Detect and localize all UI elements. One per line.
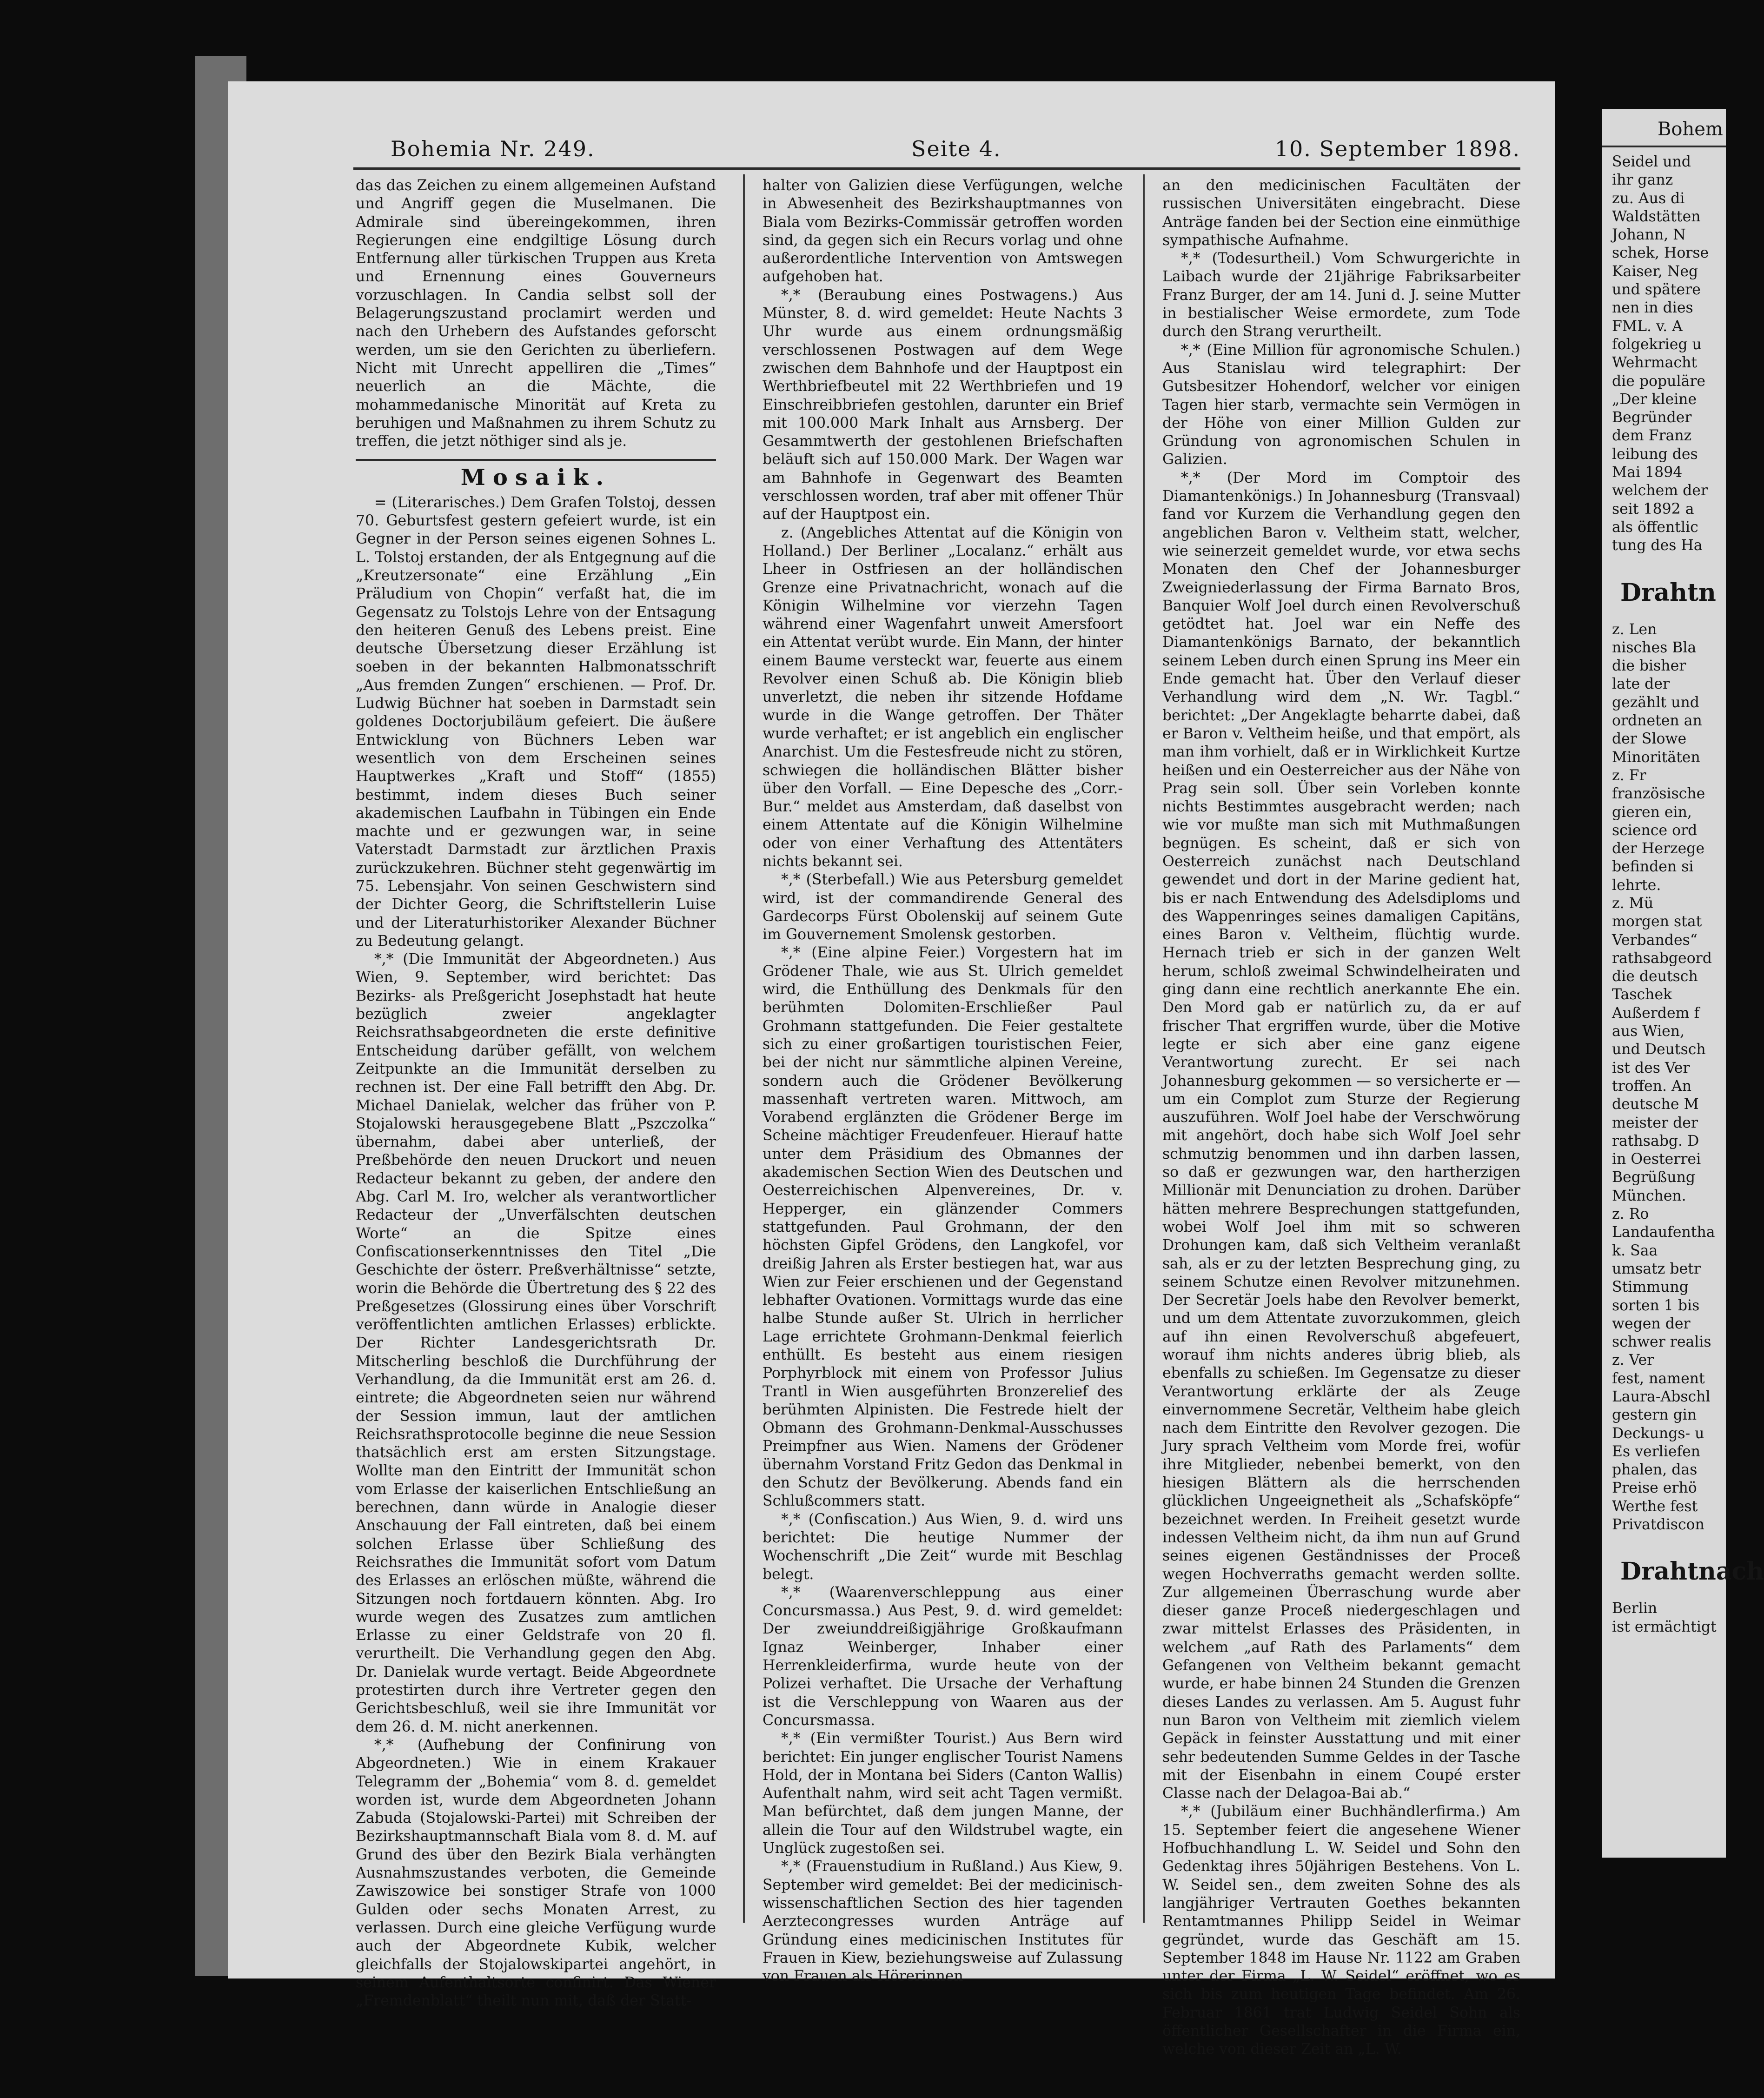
adjacent-text-line: die bisher <box>1612 657 1686 675</box>
adjacent-text-line: die populäre <box>1612 372 1706 390</box>
article-paragraph: *,* (Sterbefall.) Wie aus Petersburg gemeldet wird, ist der commandirende General des Gardecorps Fürst Obolenskij auf seinem Gute im Gouvernement Smolensk gestorben. <box>763 871 1123 943</box>
article-paragraph: *,* (Ein vermißter Tourist.) Aus Bern wird berichtet: Ein junger englischer Tourist Namens Hold, der in Montana bei Siders (Canton Wallis) Aufenthalt nahm, wird seit acht Tagen vermißt. Man befürchtet, daß dem jungen Manne, der allein die Tour auf den Wildstrubel wagte, ein Unglück zugestoßen sei. <box>763 1730 1123 1857</box>
adjacent-text-line: late der <box>1612 676 1670 693</box>
adjacent-text-line: Privatdiscon <box>1612 1516 1704 1534</box>
column-3 <box>1162 177 1520 2058</box>
adjacent-text-line: Kaiser, Neg <box>1612 263 1698 280</box>
adjacent-text-line: die deutsch <box>1612 968 1698 985</box>
adjacent-text-line: Werthe fest <box>1612 1498 1698 1515</box>
column-2 <box>763 177 1123 1985</box>
adjacent-text-line: ihr ganz <box>1612 172 1673 189</box>
adjacent-text-line: Preise erhö <box>1612 1480 1697 1497</box>
adjacent-text-line: schek, Horse <box>1612 245 1709 262</box>
adjacent-text-line: der Herzege <box>1612 840 1705 857</box>
article-paragraph: *,* (Beraubung eines Postwagens.) Aus Münster, 8. d. wird gemeldet: Heute Nachts 3 Uhr wurde aus einem ordnungsmäßig verschlossenen Postwagen auf dem Wege zwischen dem Bahnhofe und der Hauptpost ein Werthbriefbeutel mit 22 Werthbriefen und 19 Einschreibbriefen gestohlen, darunter ein Brief mit 100.000 Mark Inhalt aus Arnsberg. Der Gesammtwerth der gestohlenen Briefschaften beläuft sich auf 150.000 Mark. Der Wagen war am Bahnhofe in Gegenwart des Beamten verschlossen worden, traf aber mit offener Thür auf der Hauptpost ein. <box>763 286 1123 523</box>
adjacent-text-line: Wehrmacht <box>1612 354 1698 372</box>
adjacent-text-line: gezählt und <box>1612 694 1699 711</box>
adjacent-text-line: leibung des <box>1612 445 1698 463</box>
adjacent-text-line: Außerdem f <box>1612 1004 1700 1022</box>
adjacent-text-line: Mai 1894 <box>1612 464 1683 481</box>
adjacent-text-line: dem Franz <box>1612 427 1692 445</box>
adjacent-text-line: Johann, N <box>1612 226 1686 244</box>
adjacent-text-line: troffen. An <box>1612 1077 1692 1095</box>
page-header <box>391 133 1520 165</box>
adjacent-text-block <box>1602 621 1726 1534</box>
adjacent-text-line: Begrüßung <box>1612 1169 1696 1186</box>
adjacent-text-line: morgen stat <box>1612 913 1702 930</box>
adjacent-text-line: umsatz betr <box>1612 1260 1701 1277</box>
adjacent-section-title: Drahtn <box>1620 578 1716 607</box>
adjacent-text-block <box>1602 1600 1726 1636</box>
header-page-number: Seite 4. <box>911 136 1001 161</box>
adjacent-text-line: welchem der <box>1612 482 1708 499</box>
adjacent-text-line: „Der kleine <box>1612 391 1697 408</box>
article-paragraph: *,* (Frauenstudium in Rußland.) Aus Kiew, 9. September wird gemeldet: Bei der medicinisch-wissenschaftlichen Section des hier tagenden Aerztecongresses wurden Anträge auf Gründung eines medicinischen Institutes für Frauen in Kiew, beziehungsweise auf Zulassung von Frauen als Hörerinnen <box>763 1858 1123 1985</box>
adjacent-text-line: FML. v. A <box>1612 318 1683 335</box>
header-masthead: Bohemia Nr. 249. <box>391 136 595 161</box>
adjacent-text-line: z. Len <box>1612 621 1657 638</box>
adjacent-text-line: z. Ver <box>1612 1352 1654 1369</box>
adjacent-text-line: schwer realis <box>1612 1334 1711 1351</box>
adjacent-text-line: französische <box>1612 785 1705 803</box>
article-paragraph: *,* (Jubiläum einer Buchhändlerfirma.) Am 15. September feiert die angesehene Wiener Hofbuchhandlung L. W. Seidel und Sohn den Gedenktag ihres 50jährigen Bestehens. Von L. W. Seidel sen., dem zweiten Sohne des als langjähriger Vertrauten Goethes bekannten Rentamtmannes Philipp Seidel in Weimar gegründet, wurde das Geschäft am 15. September 1848 im Hause Nr. 1122 am Graben unter der Firma „L. W. Seidel“ eröffnet, wo es sich bis zum heutigen Tage befindet. Am 26. Februar 1861 trat Ludwig Seidel Sohn als öffentlicher Gesellschafter in die Firma ein, welche von dieser Zeit an „L. W. <box>1162 1803 1520 2058</box>
section-rule <box>356 459 716 461</box>
adjacent-text-line: meister der <box>1612 1114 1698 1131</box>
adjacent-text-line: aus Wien, <box>1612 1023 1685 1040</box>
adjacent-text-line: gieren ein, <box>1612 803 1692 821</box>
adjacent-text-line: folgekrieg u <box>1612 336 1702 353</box>
adjacent-text-line: Taschek <box>1612 986 1672 1003</box>
adjacent-text-line: in Oesterrei <box>1612 1151 1701 1168</box>
article-paragraph: *,* (Todesurtheil.) Vom Schwurgerichte in Laibach wurde der 21jährige Fabriksarbeiter Franz Burger, der am 14. Juni d. J. seine Mutter in bestialischer Weise ermordete, zum Tode durch den Strang verurtheilt. <box>1162 250 1520 340</box>
adjacent-text-line: lehrte. <box>1612 876 1661 894</box>
adjacent-text-line: befinden si <box>1612 858 1694 876</box>
article-continuation: das das Zeichen zu einem allgemeinen Aufstand und Angriff gegen die Muselmanen. Die Admirale sind übereingekommen, ihren Regierungen eine endgiltige Lösung durch Entfernung aller türkischen Truppen aus Kreta und Ernennung eines Gouverneurs vorzuschlagen. In Candia selbst soll der Belagerungszustand proclamirt werden und nach den Urhebern des Aufstandes geforscht werden, um sie den Gerichten zu überliefern. Nicht mit Unrecht appelliren die „Times“ neuerlich an die Mächte, die mohammedanische Minorität auf Kreta zu beruhigen und Maßnahmen zu ihrem Schutz zu treffen, die jetzt nöthiger sind als je. <box>356 177 716 450</box>
adjacent-text-line: Stimmung <box>1612 1279 1689 1296</box>
adjacent-text-line: rathsabgeord <box>1612 949 1712 967</box>
article-paragraph: *,* (Confiscation.) Aus Wien, 9. d. wird uns berichtet: Die heutige Nummer der Wochenschrift „Die Zeit“ wurde mit Beschlag belegt. <box>763 1511 1123 1583</box>
adjacent-text-block <box>1602 153 1726 555</box>
adjacent-text-line: wegen der <box>1612 1315 1691 1332</box>
article-paragraph: halter von Galizien diese Verfügungen, welche in Abwesenheit des Bezirkshauptmannes von Biala vom Bezirks-Commissär getroffen worden sind, da gegen sich ein Recurs vorlag und ohne außerordentliche Intervention von Amtswegen aufgehoben hat. <box>763 177 1123 285</box>
article-paragraph: an den medicinischen Facultäten der russischen Universitäten eingebracht. Diese Anträge fanden bei der Section eine einmüthige sympathische Aufnahme. <box>1162 177 1520 249</box>
adjacent-text-line: der Slowe <box>1612 730 1687 748</box>
column-1 <box>356 177 716 2010</box>
adjacent-text-line: und Deutsch <box>1612 1041 1706 1058</box>
adjacent-text-line: tung des Ha <box>1612 537 1703 554</box>
adjacent-text-line: Es verliefen <box>1612 1443 1701 1460</box>
adjacent-text-line: z. Ro <box>1612 1206 1649 1223</box>
section-title: Mosaik. <box>460 465 611 491</box>
adjacent-text-line: Landaufentha <box>1612 1224 1715 1241</box>
adjacent-text-line: Minoritäten <box>1612 749 1700 766</box>
adjacent-text-line: z. Fr <box>1612 767 1646 784</box>
article-paragraph: *,* (Aufhebung der Confinirung von Abgeordneten.) Wie in einem Krakauer Telegramm der „Bohemia“ vom 8. d. gemeldet worden ist, wurde dem Abgeordneten Johann Zabuda (Stojalowski-Partei) mit Schreiben der Bezirkshauptmannschaft Biala vom 8. d. M. auf Grund des über den Bezirk Biala verhängten Ausnahmszustandes verboten, die Gemeinde Zawiszowice bei sonstiger Strafe von 1000 Gulden oder sechs Monaten Arrest, zu verlassen. Durch eine gleiche Verfügung wurde auch der Abgeordnete Kubik, welcher gleichfalls der Stojalowskipartei angehört, in seinem Aufenthaltsorte confinirt. Das Wiener „Fremdenblatt“ theilt nun mit, daß der Statt- <box>356 1736 716 2010</box>
adjacent-text-line: nen in dies <box>1612 299 1693 317</box>
article-paragraph: *,* (Die Immunität der Abgeordneten.) Aus Wien, 9. September, wird berichtet: Das Bezirks- als Preßgericht Josephstadt hat heute bezüglich zweier angeklagter Reichsrathsabgeordneten die erste definitive Entscheidung darüber gefällt, von welchem Zeitpunkte an die Immunität derselben zu rechnen ist. Der eine Fall betrifft den Abg. Dr. Michael Danielak, welcher das früher von P. Stojalowski herausgegebene Blatt „Pszczolka“ übernahm, dabei aber unterließ, der Preßbehörde den neuen Druckort und neuen Redacteur bekannt zu geben, der andere den Abg. Carl M. Iro, welcher als verantwortlicher Redacteur der „Unverfälschten deutschen Worte“ an die Spitze eines Confiscationserkenntnisses den Titel „Die Geschichte der österr. Preßverhältnisse“ setzte, worin die Behörde die Übertretung des § 22 des Preßgesetzes (Glossirung eines über Vorschrift veröffentlichten amtlichen Erlasses) erblickte. Der Richter Landesgerichtsrath Dr. Mitscherling beschloß die Durchführung der Verhandlung, da die Immunität erst am 26. d. eintrete; die Abgeordneten seien nur während der Session immun, laut der amtlichen Reichsrathsprotocolle beginne die neue Session thatsächlich erst am ersten Sitzungstage. Wollte man den Eintritt der Immunität schon vom Erlasse der kaiserlichen Entschließung an berechnen, dann würde in Analogie dieser Anschauung der Fall eintreten, daß bei einem solchen Erlasse über Schließung des Reichsrathes die Immunität sofort vom Datum des Erlasses an erlöschen müßte, während die Sitzungen noch fortdauern könnten. Abg. Iro wurde wegen des Zusatzes zum amtlichen Erlasse zu einer Geldstrafe von 20 fl. verurtheilt. Die Verhandlung gegen den Abg. Dr. Danielak wurde vertagt. Beide Abgeordnete protestirten durch ihre Vertreter gegen den Gerichtsbeschluß, weil sie ihre Immunität vor dem 26. d. M. nicht anerkennen. <box>356 951 716 1735</box>
article-paragraph: z. (Angebliches Attentat auf die Königin von Holland.) Der Berliner „Localanz.“ erhält aus Lheer in Ostfriesen an der holländischen Grenze eine Privatnachricht, wonach auf die Königin Wilhelmine vor vierzehn Tagen während einer Wagenfahrt unweit Amersfoort ein Attentat verübt wurde. Ein Mann, der hinter einem Baume versteckt war, feuerte aus einem Revolver einen Schuß ab. Die Königin blieb unverletzt, die neben ihr sitzende Hofdame wurde in die Wange getroffen. Der Thäter wurde verhaftet; er ist angeblich ein englischer Anarchist. Um die Festesfreude nicht zu stören, schwiegen die holländischen Blätter bisher über den Vorfall. — Eine Depesche des „Corr.-Bur.“ meldet aus Amsterdam, daß daselbst von einem Attentate auf die Königin Wilhelmine oder von einer Verhaftung des Attentäters nichts bekannt sei. <box>763 524 1123 870</box>
adjacent-page <box>1602 109 1764 1858</box>
adjacent-text-line: Begründer <box>1612 409 1692 426</box>
adjacent-text-line: rathsabg. D <box>1612 1132 1699 1149</box>
newspaper-page <box>228 81 1555 2058</box>
adjacent-text-line: Waldstätten <box>1612 208 1701 225</box>
adjacent-header-rule <box>1602 146 1726 147</box>
adjacent-text-line: ordneten an <box>1612 712 1702 730</box>
adjacent-section-title: Drahtnach <box>1620 1557 1764 1586</box>
adjacent-text-line: science ord <box>1612 822 1698 839</box>
adjacent-text-line: ist ermächtigt <box>1612 1618 1717 1635</box>
adjacent-text-line: nisches Bla <box>1612 639 1697 656</box>
adjacent-text-line: z. Mü <box>1612 895 1654 912</box>
adjacent-text-line: Verbandes“ <box>1612 931 1698 949</box>
adjacent-text-line: sorten 1 bis <box>1612 1297 1700 1314</box>
adjacent-text-line: Berlin <box>1612 1600 1658 1617</box>
adjacent-page-header: Bohem <box>1658 119 1723 140</box>
adjacent-text-line: k. Saa <box>1612 1242 1658 1259</box>
article-paragraph: *,* (Waarenverschleppung aus einer Concursmassa.) Aus Pest, 9. d. wird gemeldet: Der zweiunddreißigjährige Großkaufmann Ignaz Weinberger, Inhaber einer Herrenkleiderfirma, wurde heute von der Polizei verhaftet. Die Ursache der Verhaftung ist die Verschleppung von Waaren aus der Concursmassa. <box>763 1584 1123 1729</box>
article-paragraph: *,* (Der Mord im Comptoir des Diamantenkönigs.) In Johannesburg (Transvaal) fand vor Kurzem die Verhandlung gegen den angeblichen Baron v. Veltheim statt, welcher, wie seinerzeit gemeldet wurde, vor etwa sechs Monaten den Chef der Johannesburger Zweigniederlassung der Firma Barnato Bros, Banquier Wolf Joel durch einen Revolverschuß getödtet hat. Joel war ein Neffe des Diamantenkönigs Barnato, der bekanntlich seinem Leben durch einen Sprung ins Meer ein Ende gemacht hat. Über den Verlauf dieser Verhandlung wird dem „N. Wr. Tagbl.“ berichtet: „Der Angeklagte beharrte dabei, daß er Baron v. Veltheim heiße, und that empört, als man ihm vorhielt, daß er in Wirklichkeit Kurtze heißen und ein Oesterreicher aus der Nähe von Prag sein soll. Über sein Vorleben konnte nichts Bestimmtes ausgebracht werden; nach wie vor mußte man sich mit Muthmaßungen begnügen. Es scheint, daß er sich von Oesterreich zunächst nach Deutschland gewendet und dort in der Marine gedient hat, bis er nach Entwendung des Adelsdiploms und des Wappenringes seines damaligen Capitäns, eines Baron v. Veltheim, flüchtig wurde. Hernach trieb er sich in der ganzen Welt herum, schloß zweimal Schwindelheiraten und ging dann eine rechtlich anerkannte Ehe ein. Den Mord gab er natürlich zu, da er auf frischer That ergriffen wurde, über die Motive legte er sich aber eine ganz eigene Verantwortung zurecht. Er sei nach Johannesburg gekommen — so versicherte er — um ein Complot zum Sturze der Regierung auszuführen. Wolf Joel habe der Verschwörung mit angehört, doch habe sich Wolf Joel sehr schmutzig benommen und ihn darben lassen, so daß er gezwungen war, den hartherzigen Millionär mit Denunciation zu drohen. Darüber hätten mehrere Besprechungen stattgefunden, wobei Wolf Joel ihm mit so schweren Drohungen kam, daß sich Veltheim veranlaßt sah, als er zu der letzten Besprechung ging, zu seinem Schutze einen Revolver mitzunehmen. Der Secretär Joels habe den Revolver bemerkt, und um dem Attentate zuvorzukommen, gleich auf ihn einen Revolverschuß abgefeuert, worauf ihm nichts anderes übrig blieb, als ebenfalls zu schießen. Im Gegensatze zu dieser Verantwortung erklärte der als Zeuge einvernommene Secretär, Veltheim habe gleich nach dem Eintritte den Revolver gezogen. Die Jury sprach Veltheim vom Morde frei, wofür ihre Mitglieder, nebenbei bemerkt, von den hiesigen Blättern als die herrschenden glücklichen Ungeeignetheit als „Schafsköpfe“ bezeichnet werden. In Freiheit gesetzt wurde indessen Veltheim nicht, da ihm nun auf Grund seines eigenen Geständnisses der Proceß wegen Hochverraths gemacht werden sollte. Zur allgemeinen Überraschung wurde aber dieser ganze Proceß niedergeschlagen und zwar mittelst Erlasses des Präsidenten, in welchem „auf Rath des Parlaments“ dem Gefangenen von Veltheim bekannt gemacht wurde, er habe binnen 24 Stunden die Grenzen dieses Landes zu verlassen. Am 5. August fuhr nun Baron von Veltheim mit ziemlich vielem Gepäck in feinster Ausstattung und mit einer sehr bedeutenden Summe Geldes in der Tasche mit der Eisenbahn in einem Coupé erster Classe nach der Delagoa-Bai ab.“ <box>1162 469 1520 1802</box>
adjacent-text-line: fest, nament <box>1612 1370 1705 1387</box>
header-rule <box>353 167 1520 170</box>
adjacent-text-line: ist des Ver <box>1612 1059 1690 1076</box>
adjacent-text-line: phalen, das <box>1612 1461 1698 1479</box>
adjacent-text-line: Deckungs- u <box>1612 1425 1704 1442</box>
article-paragraph: = (Literarisches.) Dem Grafen Tolstoj, dessen 70. Geburtsfest gestern gefeiert wurde, ist ein Gegner in der Person seines eigenen Sohnes L. L. Tolstoj erstanden, der als Entgegnung auf die „Kreutzersonate“ eine Erzählung „Ein Präludium von Chopin“ verfaßt hat, die im Gegensatz zu Tolstojs Lehre von der Entsagung den heiteren Genuß des Lebens preist. Eine deutsche Übersetzung dieser Erzählung ist soeben in der bekannten Halbmonatsschrift „Aus fremden Zungen“ erschienen. — Prof. Dr. Ludwig Büchner hat soeben in Darmstadt sein goldenes Doctorjubiläum gefeiert. Die äußere Entwicklung von Büchners Leben war wesentlich von dem Erscheinen seines Hauptwerkes „Kraft und Stoff“ (1855) bestimmt, indem dieses Buch seiner akademischen Laufbahn in Tübingen ein Ende machte und er gezwungen war, in seine Vaterstadt Darmstadt zur ärztlichen Praxis zurückzukehren. Büchner steht gegenwärtig im 75. Lebensjahr. Von seinen Geschwistern sind der Dichter Georg, die Schriftstellerin Luise und der Literaturhistoriker Alexander Büchner zu Bedeutung gelangt. <box>356 494 716 949</box>
article-paragraph: *,* (Eine alpine Feier.) Vorgestern hat im Grödener Thale, wie aus St. Ulrich gemeldet wird, die Enthüllung des Denkmals für den berühmten Dolomiten-Erschließer Paul Grohmann stattgefunden. Die Feier gestaltete sich zu einer großartigen touristischen Feier, bei der nicht nur sämmtliche alpinen Vereine, sondern auch die Grödener Bevölkerung massenhaft vertreten waren. Mittwoch, am Vorabend erglänzten die Grödener Berge im Scheine mächtiger Freudenfeuer. Hierauf hatte unter dem Präsidium des Obmannes der akademischen Section Wien des Deutschen und Oesterreichischen Alpenvereines, Dr. v. Hepperger, ein glänzender Commers stattgefunden. Paul Grohmann, der den höchsten Gipfel Grödens, den Langkofel, vor dreißig Jahren als Erster bestiegen hat, war aus Wien zur Feier erschienen und der Gegenstand lebhafter Ovationen. Vormittags wurde das eine halbe Stunde außer St. Ulrich in herrlicher Lage errichtete Grohmann-Denkmal feierlich enthüllt. Es besteht aus einem riesigen Porphyrblock mit einem von Professor Julius Trantl in Wien ausgeführten Bronzerelief des berühmten Alpinisten. Die Festrede hielt der Obmann des Grohmann-Denkmal-Ausschusses Preimpfner aus Wien. Namens der Grödener übernahm Vorstand Fritz Gedon das Denkmal in den Schutz der Bevölkerung. Abends fand ein Schlußcommers statt. <box>763 944 1123 1510</box>
header-date: 10. September 1898. <box>1274 136 1520 161</box>
adjacent-text-line: als öffentlic <box>1612 518 1698 536</box>
column-divider <box>743 174 745 1923</box>
article-paragraph: *,* (Eine Million für agronomische Schulen.) Aus Stanislau wird telegraphirt: Der Gutsbesitzer Hohendorf, welcher vor einigen Tagen hier starb, vermachte sein Vermögen in der Höhe von einer Million Gulden zur Gründung von agronomischen Schulen in Galizien. <box>1162 341 1520 468</box>
adjacent-text-line: München. <box>1612 1187 1686 1204</box>
adjacent-text-line: Seidel und <box>1612 153 1691 170</box>
adjacent-text-line: zu. Aus di <box>1612 190 1685 207</box>
adjacent-text-line: und spätere <box>1612 281 1701 299</box>
adjacent-text-line: Laura-Abschl <box>1612 1388 1711 1405</box>
column-divider <box>1143 174 1145 1923</box>
adjacent-text-line: seit 1892 a <box>1612 500 1694 518</box>
adjacent-text-line: gestern gin <box>1612 1407 1697 1424</box>
adjacent-text-line: deutsche M <box>1612 1096 1699 1113</box>
